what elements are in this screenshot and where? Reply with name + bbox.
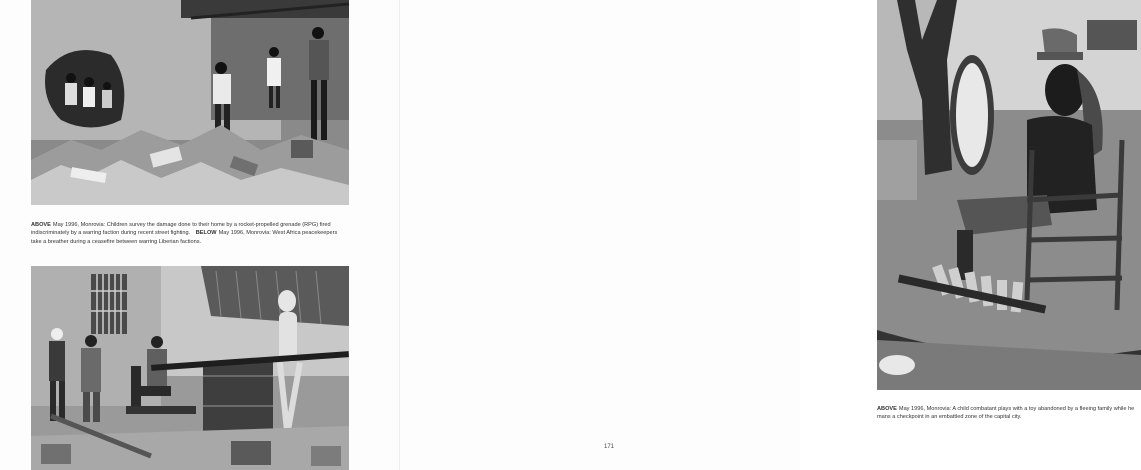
caption-below-text: May 1996, Monrovia: West Africa peacekeepers take a breather during a ceasefire between warring Liberian factions. [31,230,338,245]
photo-child-combatant [877,0,1141,390]
photo-peacekeepers [31,266,349,470]
caption-below-lead: BELOW [195,230,217,237]
left-page [0,0,400,470]
caption-above-text: May 1996, Monrovia: Children survey the damage done to their home by a rocket-propelled grenade (RPG) fired indiscriminately by a warring faction during recent street fighting. [31,222,331,237]
caption-right-text: May 1996, Monrovia: A child combatant plays with a toy abandoned by a fleeing family while he mans a checkpoint in an embattled zone of the capital city. [877,406,1135,421]
page-number: 171 [604,444,615,450]
right-page [400,0,1135,470]
caption-above-lead: ABOVE [31,222,51,228]
caption-right-lead: ABOVE [877,406,897,412]
caption-left [31,221,349,246]
photo-children-rubble [31,0,349,205]
caption-right [877,405,1141,422]
